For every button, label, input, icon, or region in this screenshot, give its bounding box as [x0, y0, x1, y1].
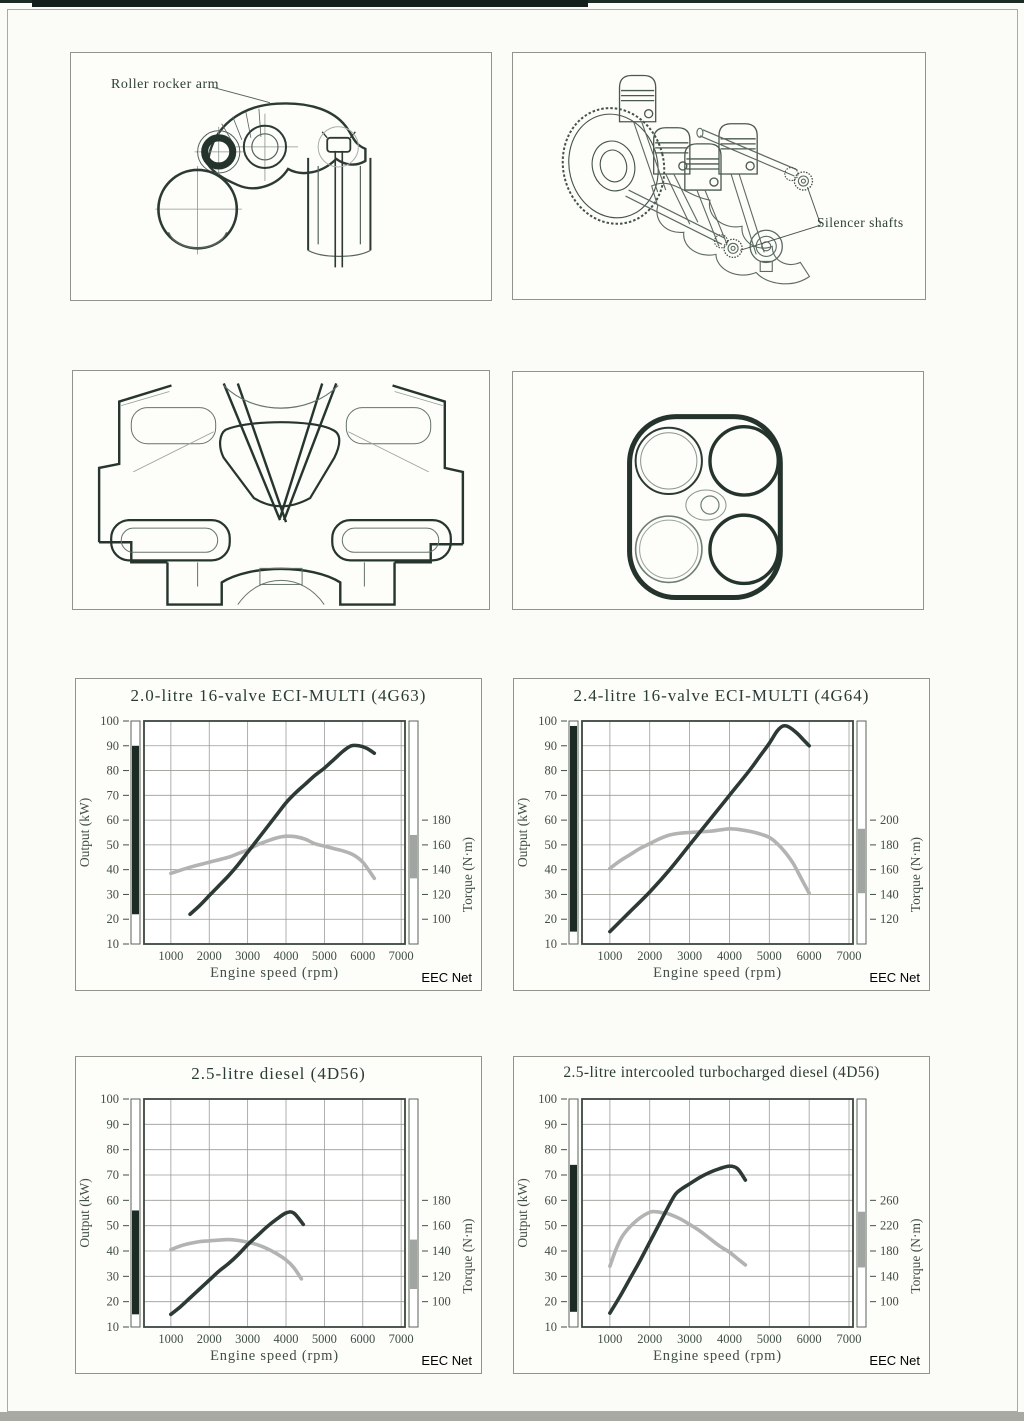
chart-svg: [76, 1091, 481, 1373]
combustion-chamber-drawing: [513, 372, 923, 609]
svg-text:40: 40: [544, 862, 557, 877]
left-axis-label: Output (kW): [515, 1178, 530, 1248]
svg-text:7000: 7000: [388, 1332, 414, 1346]
scan-bottom-strip: [0, 1412, 1024, 1421]
svg-text:80: 80: [544, 1142, 557, 1157]
eec-net-label: EEC Net: [869, 1353, 920, 1368]
svg-text:160: 160: [880, 862, 899, 877]
silencer-shafts-label: Silencer shafts: [817, 215, 904, 230]
right-axis-label: Torque (N·m): [908, 1218, 923, 1294]
svg-text:120: 120: [432, 887, 451, 902]
svg-text:50: 50: [544, 837, 557, 852]
svg-text:140: 140: [880, 1269, 899, 1284]
svg-text:3000: 3000: [677, 949, 703, 963]
svg-text:30: 30: [106, 1269, 119, 1284]
svg-text:2000: 2000: [637, 949, 663, 963]
svg-text:1000: 1000: [158, 1332, 184, 1346]
svg-text:180: 180: [880, 1244, 899, 1258]
svg-text:20: 20: [106, 1294, 119, 1309]
torque-range-fill: [410, 835, 417, 878]
svg-text:160: 160: [432, 837, 451, 852]
svg-text:30: 30: [544, 887, 557, 902]
svg-text:4000: 4000: [273, 949, 299, 963]
svg-text:100: 100: [432, 912, 451, 927]
svg-text:70: 70: [106, 1168, 119, 1182]
svg-text:90: 90: [106, 738, 119, 753]
svg-text:10: 10: [544, 937, 557, 951]
svg-text:6000: 6000: [796, 1332, 822, 1346]
svg-text:6000: 6000: [350, 1332, 376, 1346]
svg-text:2000: 2000: [196, 1332, 222, 1346]
chart-canvas-host: [76, 1091, 481, 1373]
svg-text:100: 100: [100, 714, 119, 728]
svg-text:70: 70: [544, 1168, 557, 1182]
svg-text:70: 70: [106, 788, 119, 803]
svg-text:60: 60: [106, 813, 119, 828]
chart-svg: [514, 1091, 929, 1373]
svg-text:10: 10: [106, 937, 119, 951]
svg-text:100: 100: [538, 1092, 557, 1106]
svg-text:180: 180: [432, 1193, 451, 1208]
chart-svg: [514, 713, 929, 990]
output-range-fill: [570, 726, 577, 932]
svg-text:60: 60: [544, 1193, 557, 1208]
chart-title: 2.4-litre 16-valve ECI-MULTI (4G64): [573, 686, 870, 705]
svg-text:100: 100: [538, 714, 557, 728]
svg-text:160: 160: [432, 1218, 451, 1233]
svg-text:6000: 6000: [796, 949, 822, 963]
output-range-fill: [132, 746, 139, 914]
x-axis-label: Engine speed (rpm): [653, 965, 782, 981]
svg-text:5000: 5000: [756, 1332, 782, 1346]
svg-text:40: 40: [106, 862, 119, 877]
svg-text:1000: 1000: [597, 949, 623, 963]
eec-net-label: EEC Net: [421, 970, 472, 985]
svg-text:140: 140: [432, 862, 451, 877]
block-section-drawing: [73, 371, 489, 609]
eec-net-label: EEC Net: [869, 970, 920, 985]
svg-text:220: 220: [880, 1218, 899, 1233]
x-axis-label: Engine speed (rpm): [210, 965, 339, 981]
output-range-fill: [132, 1210, 139, 1314]
chart-panel-4g63: [75, 678, 482, 991]
svg-text:5000: 5000: [311, 1332, 337, 1346]
svg-text:60: 60: [544, 813, 557, 828]
svg-text:4000: 4000: [273, 1332, 299, 1346]
svg-text:30: 30: [544, 1269, 557, 1284]
svg-text:60: 60: [106, 1193, 119, 1208]
svg-text:30: 30: [106, 887, 119, 902]
svg-text:180: 180: [432, 813, 451, 828]
svg-text:3000: 3000: [235, 949, 261, 963]
svg-text:10: 10: [544, 1320, 557, 1334]
svg-text:6000: 6000: [350, 949, 376, 963]
svg-text:40: 40: [106, 1244, 119, 1258]
svg-text:2000: 2000: [196, 949, 222, 963]
x-axis-label: Engine speed (rpm): [653, 1348, 782, 1364]
svg-text:40: 40: [544, 1244, 557, 1258]
torque-range-bar: [409, 721, 418, 944]
svg-text:90: 90: [106, 1117, 119, 1132]
eec-net-label: EEC Net: [421, 1353, 472, 1368]
figure-panel-silencer-shafts: [512, 52, 926, 300]
svg-text:140: 140: [880, 887, 899, 902]
left-axis-label: Output (kW): [515, 797, 530, 868]
figure-panel-rocker-arm: [70, 52, 492, 301]
right-axis-label: Torque (N·m): [908, 837, 923, 913]
svg-text:2000: 2000: [637, 1332, 663, 1346]
svg-text:260: 260: [880, 1193, 899, 1208]
svg-text:20: 20: [106, 912, 119, 927]
scan-edge-strip-dark: [32, 0, 588, 7]
chart-title: 2.5-litre diesel (4D56): [191, 1064, 366, 1083]
svg-text:140: 140: [432, 1244, 451, 1258]
svg-text:1000: 1000: [597, 1332, 623, 1346]
chart-panel-4g64: [513, 678, 930, 991]
svg-text:20: 20: [544, 1294, 557, 1309]
svg-text:4000: 4000: [716, 949, 742, 963]
x-axis-label: Engine speed (rpm): [210, 1348, 339, 1364]
right-axis-label: Torque (N·m): [460, 1218, 475, 1294]
svg-text:80: 80: [106, 1142, 119, 1157]
svg-text:100: 100: [880, 1294, 899, 1309]
torque-range-fill: [858, 1212, 865, 1268]
output-range-fill: [570, 1165, 577, 1312]
svg-text:100: 100: [100, 1092, 119, 1106]
svg-text:200: 200: [880, 813, 899, 828]
svg-text:80: 80: [106, 763, 119, 778]
svg-text:120: 120: [432, 1269, 451, 1284]
svg-text:7000: 7000: [836, 1332, 862, 1346]
chart-canvas-host: [514, 713, 929, 990]
figure-panel-combustion-chamber: [512, 371, 924, 610]
torque-range-fill: [858, 829, 865, 893]
svg-text:50: 50: [106, 1218, 119, 1233]
silencer-shafts-drawing: [513, 53, 925, 299]
svg-text:120: 120: [880, 912, 899, 927]
chart-title: 2.0-litre 16-valve ECI-MULTI (4G63): [130, 686, 427, 705]
svg-text:3000: 3000: [235, 1332, 261, 1346]
svg-text:3000: 3000: [677, 1332, 703, 1346]
chart-panel-4d56-diesel: [75, 1056, 482, 1374]
chart-panel-4d56-turbo-diesel: [513, 1056, 930, 1374]
chart-title: 2.5-litre intercooled turbocharged diesel (4D56): [563, 1064, 880, 1081]
right-axis-label: Torque (N·m): [460, 837, 475, 913]
rocker-arm-label: Roller rocker arm: [111, 77, 220, 92]
svg-text:20: 20: [544, 912, 557, 927]
svg-text:180: 180: [880, 837, 899, 852]
chart-canvas-host: [76, 713, 481, 990]
svg-text:5000: 5000: [756, 949, 782, 963]
torque-range-fill: [410, 1240, 417, 1289]
svg-text:50: 50: [544, 1218, 557, 1233]
torque-range-bar: [409, 1099, 418, 1327]
svg-text:7000: 7000: [836, 949, 862, 963]
svg-text:4000: 4000: [716, 1332, 742, 1346]
svg-text:100: 100: [432, 1294, 451, 1309]
svg-text:7000: 7000: [388, 949, 414, 963]
svg-text:1000: 1000: [158, 949, 184, 963]
chart-svg: [76, 713, 481, 990]
left-axis-label: Output (kW): [77, 797, 92, 868]
svg-text:90: 90: [544, 1117, 557, 1132]
figure-panel-block-section: [72, 370, 490, 610]
svg-text:90: 90: [544, 738, 557, 753]
svg-text:70: 70: [544, 788, 557, 803]
svg-text:5000: 5000: [311, 949, 337, 963]
chart-canvas-host: [514, 1091, 929, 1373]
svg-text:80: 80: [544, 763, 557, 778]
left-axis-label: Output (kW): [77, 1178, 92, 1248]
svg-text:50: 50: [106, 837, 119, 852]
svg-text:10: 10: [106, 1320, 119, 1334]
